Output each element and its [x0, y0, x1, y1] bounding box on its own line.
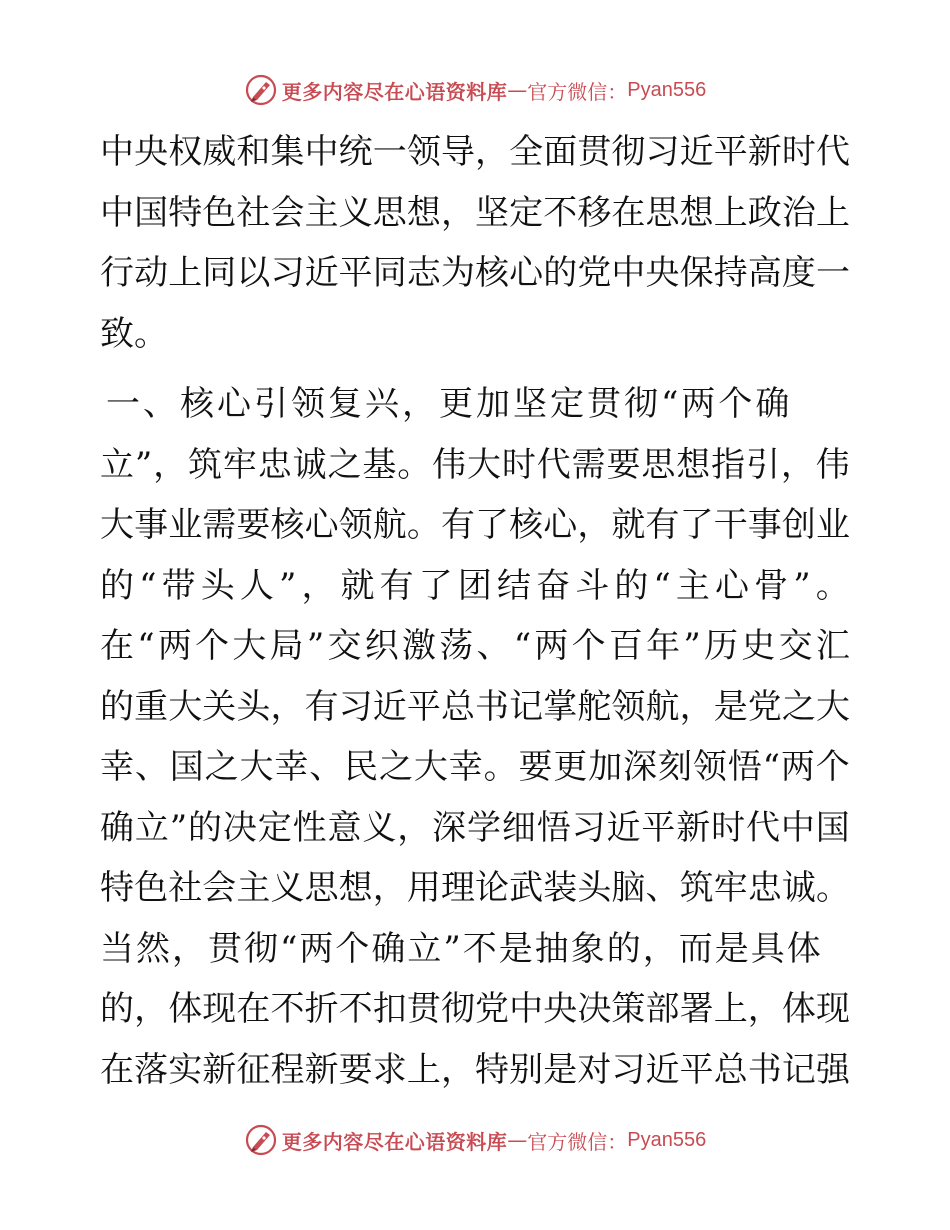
text-line: 的 “ 带 头 人 ” ， 就 有 了 团 结 奋 斗 的 “ 主 心 骨 ” 。: [100, 565, 850, 606]
text-line: 行 动 上 同 以 习 近 平 同 志 为 核 心 的 党 中 央 保 持 高 度 一: [100, 253, 850, 293]
banner-wechat-id: Pyan556: [627, 1128, 707, 1151]
banner-text: 更多内容尽在心语资料库: [281, 79, 508, 104]
header-watermark-banner: [0, 70, 950, 110]
banner-text: 更多内容尽在心语资料库: [281, 1129, 508, 1154]
text-line: 在 “ 两 个 大 局 ” 交 织 激 荡 、 “ 两 个 百 年 ” 历 史 交 汇: [100, 626, 850, 666]
footer-watermark-banner: [0, 1120, 950, 1160]
banner-wechat-label: 官方微信：: [527, 1129, 628, 1154]
paragraph-2: [100, 374, 850, 1100]
text-line: 在 落 实 新 征 程 新 要 求 上 ， 特 别 是 对 习 近 平 总 书 记 强: [100, 1049, 850, 1090]
text-line: 幸 、 国 之 大 幸 、 民 之 大 幸 。 要 更 加 深 刻 领 悟 “ 两 个: [100, 747, 850, 787]
pen-logo-icon: [244, 1123, 278, 1157]
text-line: 当然，贯彻“两个确立”不是抽象的，而是具体: [100, 928, 823, 969]
banner-separator: —: [507, 78, 528, 102]
text-line: 中 国 特 色 社 会 主 义 思 想 ， 坚 定 不 移 在 思 想 上 政 治 上: [100, 192, 850, 233]
text-line: 的 ， 体 现 在 不 折 不 扣 贯 彻 党 中 央 决 策 部 署 上 ， 体 现: [100, 989, 850, 1029]
banner-wechat-label: 官方微信：: [527, 79, 628, 104]
text-line: 特 色 社 会 主 义 思 想 ， 用 理 论 武 装 头 脑 、 筑 牢 忠 诚 。: [100, 868, 850, 908]
section-heading-line: 一、核心引领复兴，更加坚定贯彻“两个确: [106, 384, 793, 424]
document-body: [100, 122, 850, 1100]
text-line: 立 ” ， 筑 牢 忠 诚 之 基 。 伟 大 时 代 需 要 思 想 指 引 ， 伟: [100, 444, 850, 485]
paragraph-1: [100, 122, 850, 364]
text-line: 确 立 ” 的 决 定 性 意 义 ， 深 学 细 悟 习 近 平 新 时 代 中 国: [100, 807, 850, 848]
text-line: 的 重 大 关 头 ， 有 习 近 平 总 书 记 掌 舵 领 航 ， 是 党 之 大: [100, 686, 850, 727]
paragraph-gap: [100, 364, 850, 374]
text-line: 致。: [100, 313, 168, 354]
banner-wechat-id: Pyan556: [627, 78, 707, 101]
banner-separator: —: [507, 1128, 528, 1152]
text-line: 大 事 业 需 要 核 心 领 航 。 有 了 核 心 ， 就 有 了 干 事 创 业: [100, 505, 850, 545]
pen-logo-icon: [244, 73, 278, 107]
text-line: 中 央 权 威 和 集 中 统 一 领 导 ， 全 面 贯 彻 习 近 平 新 时 代: [100, 132, 850, 172]
